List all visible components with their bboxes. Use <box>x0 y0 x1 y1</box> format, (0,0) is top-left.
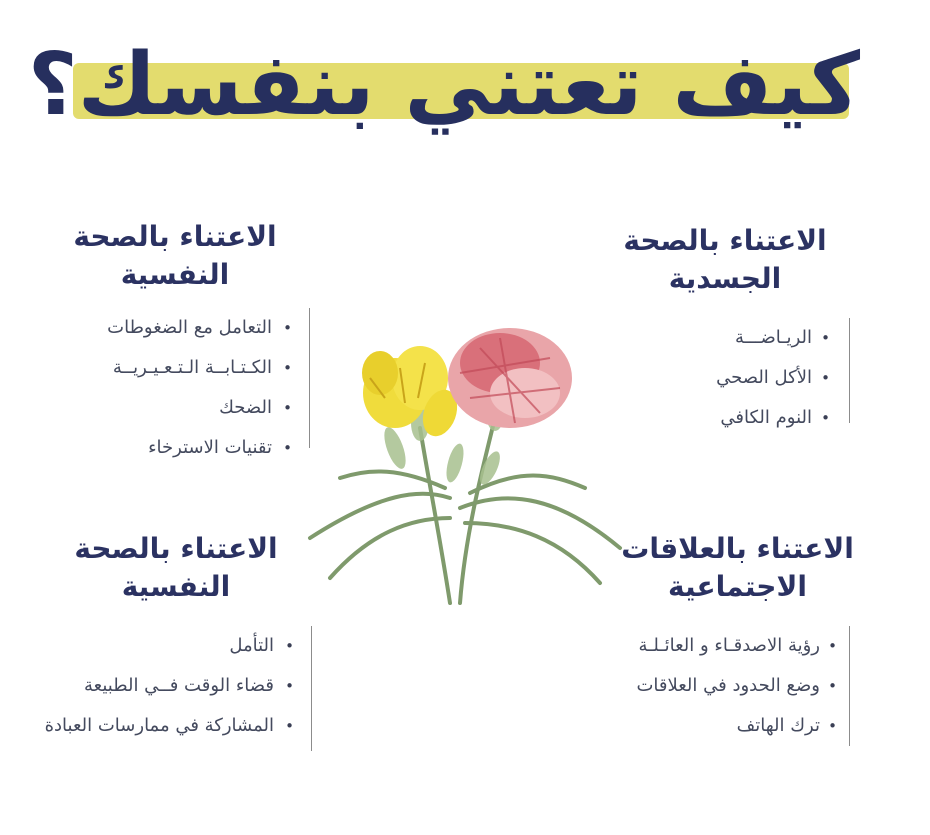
bullet-icon: • <box>283 359 292 377</box>
heading-line-2: الجسدية <box>668 262 782 295</box>
list-item-text: الريـاضـــة <box>735 327 812 348</box>
list-item-text: التأمل <box>229 635 274 656</box>
list-item-text: ترك الهاتف <box>736 715 820 736</box>
list-item <box>625 666 855 706</box>
list-item-text: الكـتـابــة الـتـعـيـريــة <box>112 357 272 378</box>
heading-line-1: الاعتناء بالصحة <box>623 224 827 257</box>
list-item-text: الضحك <box>219 397 272 418</box>
bullet-icon: • <box>283 319 292 337</box>
section-spiritual-health <box>40 530 312 751</box>
list-item <box>40 666 312 706</box>
list-item <box>605 318 850 358</box>
page-title: كيف تعتني بنفسك؟ <box>27 35 860 135</box>
list-item <box>625 626 855 666</box>
list-item-text: الأكل الصحي <box>716 367 812 388</box>
bullet-list <box>625 626 855 746</box>
list-item-text: رؤية الاصدقـاء و العائـلـة <box>638 635 820 656</box>
section-social-relationships <box>620 530 855 746</box>
list-item <box>38 348 310 388</box>
heading-line-2: النفسية <box>120 258 230 291</box>
section-heading <box>620 530 855 606</box>
bullet-icon: • <box>828 637 837 655</box>
heading-line-1: الاعتناء بالصحة <box>73 220 277 253</box>
heading-line-1: الاعتناء بالعلاقات <box>621 532 854 565</box>
heading-line-2: النفسية <box>121 570 231 603</box>
section-physical-health <box>600 222 850 428</box>
list-item-text: المشاركة في ممارسات العبادة <box>44 715 274 736</box>
bullet-icon: • <box>283 399 292 417</box>
section-heading <box>40 218 310 294</box>
list-item <box>605 398 850 438</box>
bullet-list <box>40 626 312 751</box>
bullet-icon: • <box>283 439 292 457</box>
section-mental-health <box>40 218 310 458</box>
bullet-icon: • <box>828 717 837 735</box>
bullet-icon: • <box>285 637 294 655</box>
list-item <box>38 388 310 428</box>
bullet-list <box>605 318 850 428</box>
section-heading <box>40 530 312 606</box>
list-item-text: النوم الكافي <box>720 407 812 428</box>
list-item <box>38 308 310 348</box>
list-item-text: قضاء الوقت فــي الطبيعة <box>84 675 274 696</box>
bullet-icon: • <box>828 677 837 695</box>
list-item <box>38 428 310 468</box>
list-item-text: التعامل مع الضغوطات <box>107 317 272 338</box>
heading-line-2: الاجتماعية <box>668 570 807 603</box>
list-item-text: تقنيات الاسترخاء <box>148 437 272 458</box>
section-heading <box>600 222 850 298</box>
bullet-list <box>38 308 310 458</box>
list-item <box>625 706 855 746</box>
list-item <box>40 626 312 666</box>
title-banner <box>0 0 930 180</box>
bullet-icon: • <box>821 329 830 347</box>
bullet-icon: • <box>821 369 830 387</box>
bullet-icon: • <box>285 717 294 735</box>
list-item <box>40 706 312 746</box>
list-item-text: وضع الحدود في العلاقات <box>636 675 820 696</box>
bullet-icon: • <box>821 409 830 427</box>
heading-line-1: الاعتناء بالصحة <box>74 532 278 565</box>
list-item <box>605 358 850 398</box>
carnation-flowers-image <box>300 318 630 608</box>
bullet-icon: • <box>285 677 294 695</box>
